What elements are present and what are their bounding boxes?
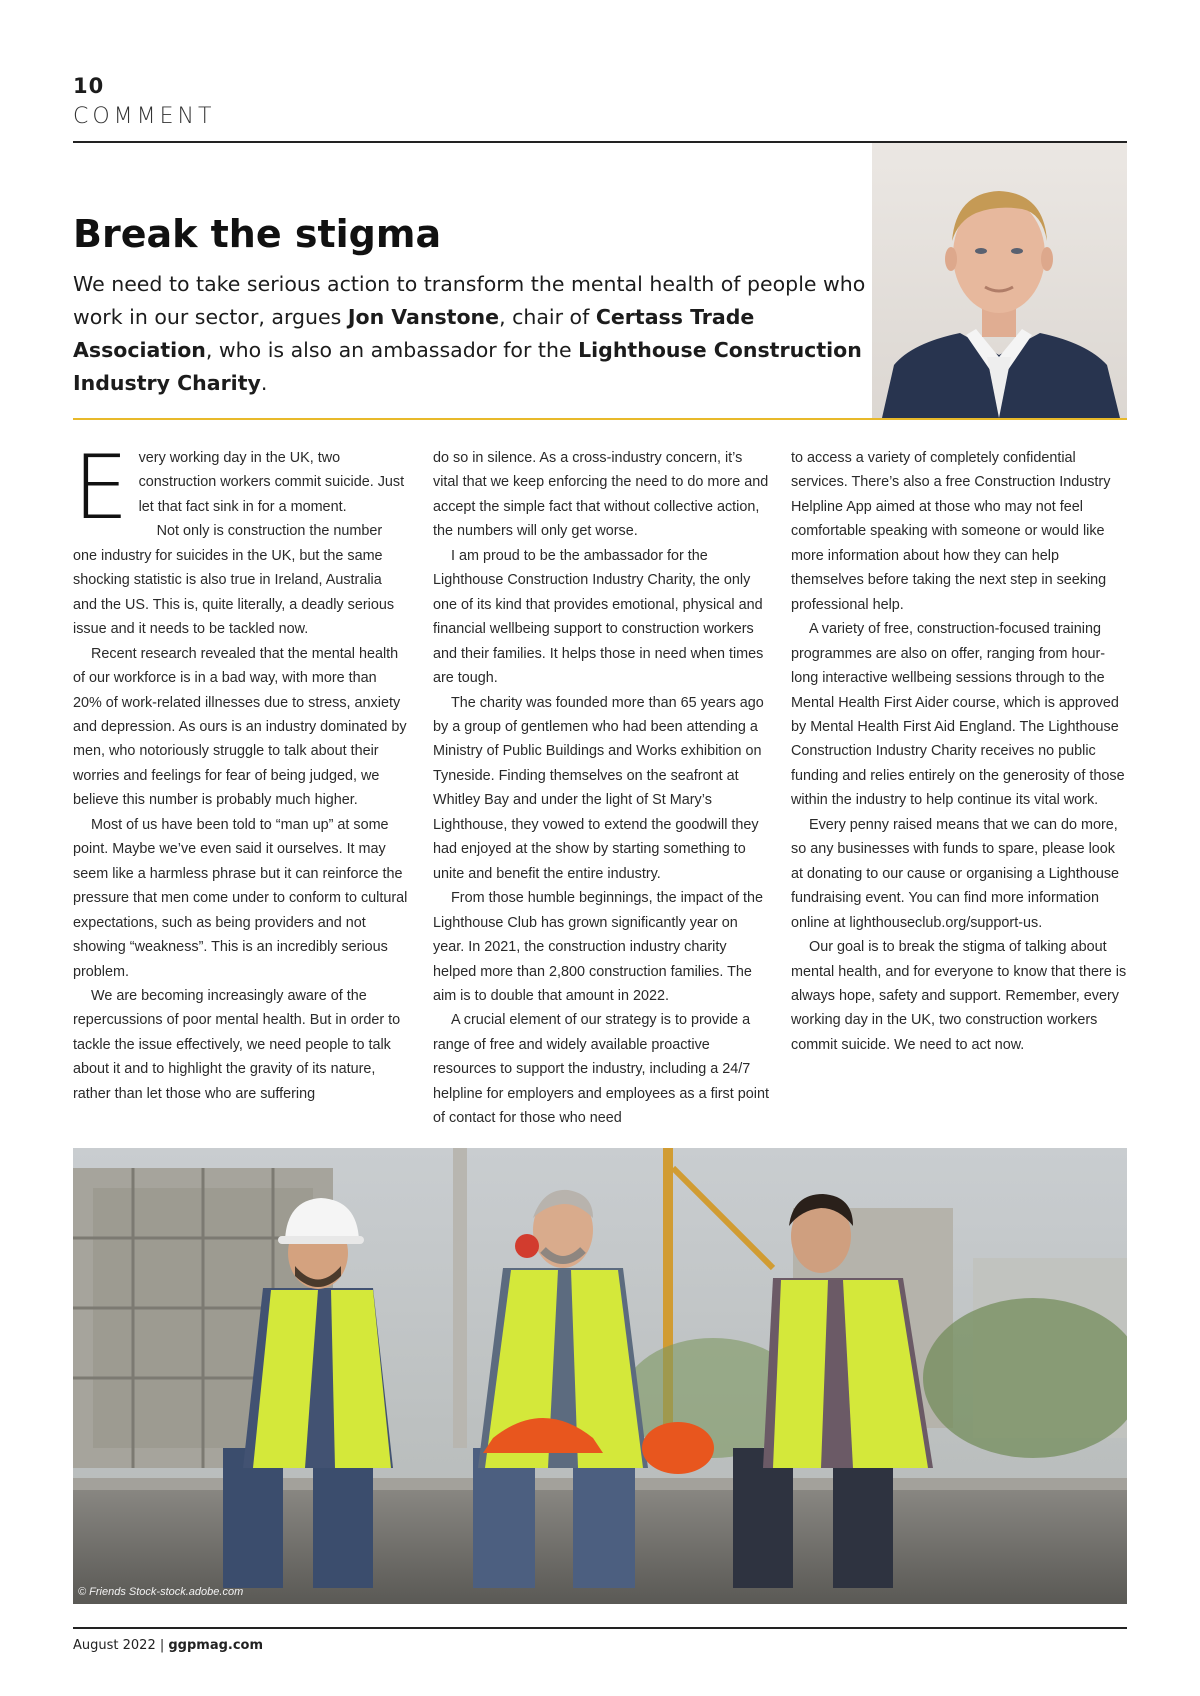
construction-workers-illustration xyxy=(73,1148,1127,1604)
paragraph: to access a variety of completely confidential services. There’s also a free Construction Industry Helpline App aimed at those who may not feel comfortable speaking with someone or would like more information about how they can help themselves before taking the next step in seeking professional help. xyxy=(791,450,1111,613)
paragraph: Every penny raised means that we can do more, so any businesses with funds to spare, please look at donating to our cause or organising a Lighthouse fundraising event. You can find more information online at lighthouseclub.org/support-us. xyxy=(791,816,1120,931)
article-column-2 xyxy=(433,446,769,1131)
charity-name: Lighthouse Construction Industry Charity xyxy=(73,338,862,395)
paragraph: Not only is construction the number one industry for suicides in the UK, but the same shocking statistic is also true in Ireland, Australia and the US. This is, quite literally, a deadly serious issue and it needs to be tackled now. xyxy=(73,523,395,638)
paragraph: I am proud to be the ambassador for the Lighthouse Construction Industry Charity, the only one of its kind that provides emotional, physical and financial wellbeing support to construction workers and their families. It helps those in need when times are tough. xyxy=(433,547,764,687)
paragraph: Most of us have been told to “man up” at some point. Maybe we’ve even said it ourselves. It may seem like a harmless phrase but it can reinforce the pressure that men come under to conform to cultural expectations, such as being providers and not showing “weakness”. This is an incredibly serious problem. xyxy=(73,816,408,980)
standfirst-text: , who is also an ambassador for the xyxy=(205,338,579,362)
page-number: 10 xyxy=(73,74,105,98)
paragraph: A variety of free, construction-focused training programmes are also on offer, ranging from hour-long interactive wellbeing sessions through to the Mental Health First Aider course, which is approved by Mental Health First Aid England. The Lighthouse Construction Industry Charity receives no public funding and relies entirely on the generosity of those within the industry to help continue its vital work. xyxy=(791,621,1125,809)
photo-credit: © Friends Stock-stock.adobe.com xyxy=(78,1586,244,1598)
standfirst-text: We need to take serious action to transform the mental health of people who work in our sector, argues xyxy=(73,272,866,329)
paragraph: do so in silence. As a cross-industry concern, it’s vital that we keep enforcing the need to do more and accept the simple fact that without collective action, the numbers will only get worse. xyxy=(433,450,769,540)
author-portrait xyxy=(872,143,1127,418)
accent-divider xyxy=(73,418,1127,420)
article-column-1 xyxy=(73,436,409,1106)
bottom-divider xyxy=(73,1627,1127,1629)
construction-workers-photo xyxy=(73,1148,1127,1604)
author-portrait-illustration xyxy=(872,143,1127,418)
paragraph: Our goal is to break the stigma of talking about mental health, and for everyone to know that there is always hope, safety and support. Remember, every working day in the UK, two construction workers commit suicide. We need to act now. xyxy=(791,939,1127,1053)
paragraph: very working day in the UK, two construction workers commit suicide. Just let that fact sink in for a moment. xyxy=(138,450,405,515)
author-name: Jon Vanstone xyxy=(347,305,500,329)
paragraph: A crucial element of our strategy is to provide a range of free and widely available proactive resources to support the industry, including a 24/7 helpline for employers and employees as a first point of contact for those who need xyxy=(433,1012,769,1127)
article-standfirst xyxy=(73,268,873,400)
article-headline: Break the stigma xyxy=(73,212,442,256)
organisation-name: Certass Trade Association xyxy=(73,305,755,362)
article-body xyxy=(73,436,1127,1132)
standfirst-text: . xyxy=(260,371,268,395)
section-label: COMMENT xyxy=(73,104,216,129)
paragraph: From those humble beginnings, the impact of the Lighthouse Club has grown significantly year on year. In 2021, the construction industry charity helped more than 2,800 construction families. The aim is to double that amount in 2022. xyxy=(433,890,763,1004)
article-column-3 xyxy=(791,446,1127,1057)
page-footer xyxy=(73,1638,263,1653)
paragraph: The charity was founded more than 65 years ago by a group of gentlemen who had been attending a Ministry of Public Buildings and Works exhibition on Tyneside. Finding themselves on the seafront at Whitley Bay and under the light of St Mary’s Lighthouse, they vowed to extend the goodwill they had enjoyed at the show by starting something to unite and benefit the entire industry. xyxy=(433,694,764,882)
paragraph: Recent research revealed that the mental health of our workforce is in a bad way, with more than 20% of work-related illnesses due to stress, anxiety and depression. As ours is an industry dominated by men, who notoriously struggle to talk about their worries and feelings for fear of being judged, we believe this number is probably much higher. xyxy=(73,645,407,809)
footer-separator: | xyxy=(155,1638,169,1653)
paragraph: We are becoming increasingly aware of the repercussions of poor mental health. But in order to tackle the issue effectively, we need people to talk about it and to highlight the gravity of its nature, rather than let those who are suffering xyxy=(73,987,401,1102)
issue-date: August 2022 xyxy=(73,1638,156,1653)
standfirst-text: , chair of xyxy=(499,305,596,329)
website-link[interactable]: ggpmag.com xyxy=(168,1638,264,1653)
drop-cap: E xyxy=(73,436,129,539)
